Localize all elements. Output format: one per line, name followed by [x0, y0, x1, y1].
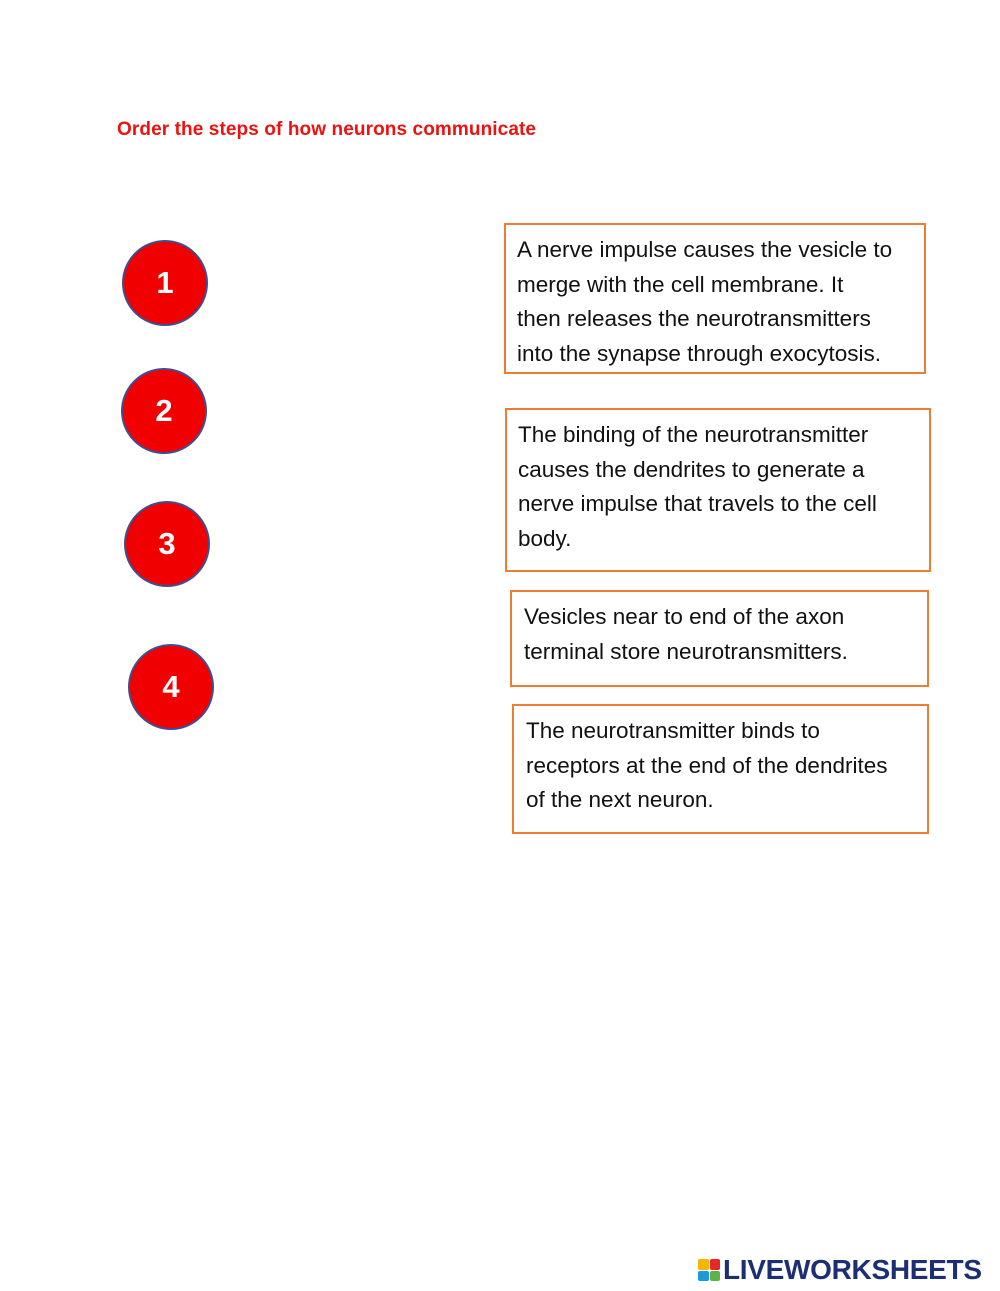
- statement-card[interactable]: [512, 704, 929, 834]
- step-number-2[interactable]: 2: [121, 368, 207, 454]
- liveworksheets-logo: [698, 1254, 982, 1286]
- statement-text: The binding of the neurotransmitter causes the dendrites to generate a nerve impulse that travels to the cell body.: [518, 422, 877, 551]
- liveworksheets-logo-icon: [698, 1259, 720, 1281]
- worksheet-title: Order the steps of how neurons communicate: [117, 119, 537, 140]
- step-number-1[interactable]: 1: [122, 240, 208, 326]
- statement-text: Vesicles near to end of the axon terminal store neurotransmitters.: [524, 604, 848, 664]
- step-number-3[interactable]: 3: [124, 501, 210, 587]
- statement-text: The neurotransmitter binds to receptors at the end of the dendrites of the next neuron.: [526, 718, 888, 812]
- statement-card[interactable]: [505, 408, 931, 572]
- statement-card[interactable]: [510, 590, 929, 687]
- statement-card[interactable]: [504, 223, 926, 374]
- statement-text: A nerve impulse causes the vesicle to merge with the cell membrane. It then releases the neurotransmitters into the synapse through exocytosis.: [517, 237, 893, 366]
- step-number-4[interactable]: 4: [128, 644, 214, 730]
- logo-text: LIVEWORKSHEETS: [723, 1254, 982, 1285]
